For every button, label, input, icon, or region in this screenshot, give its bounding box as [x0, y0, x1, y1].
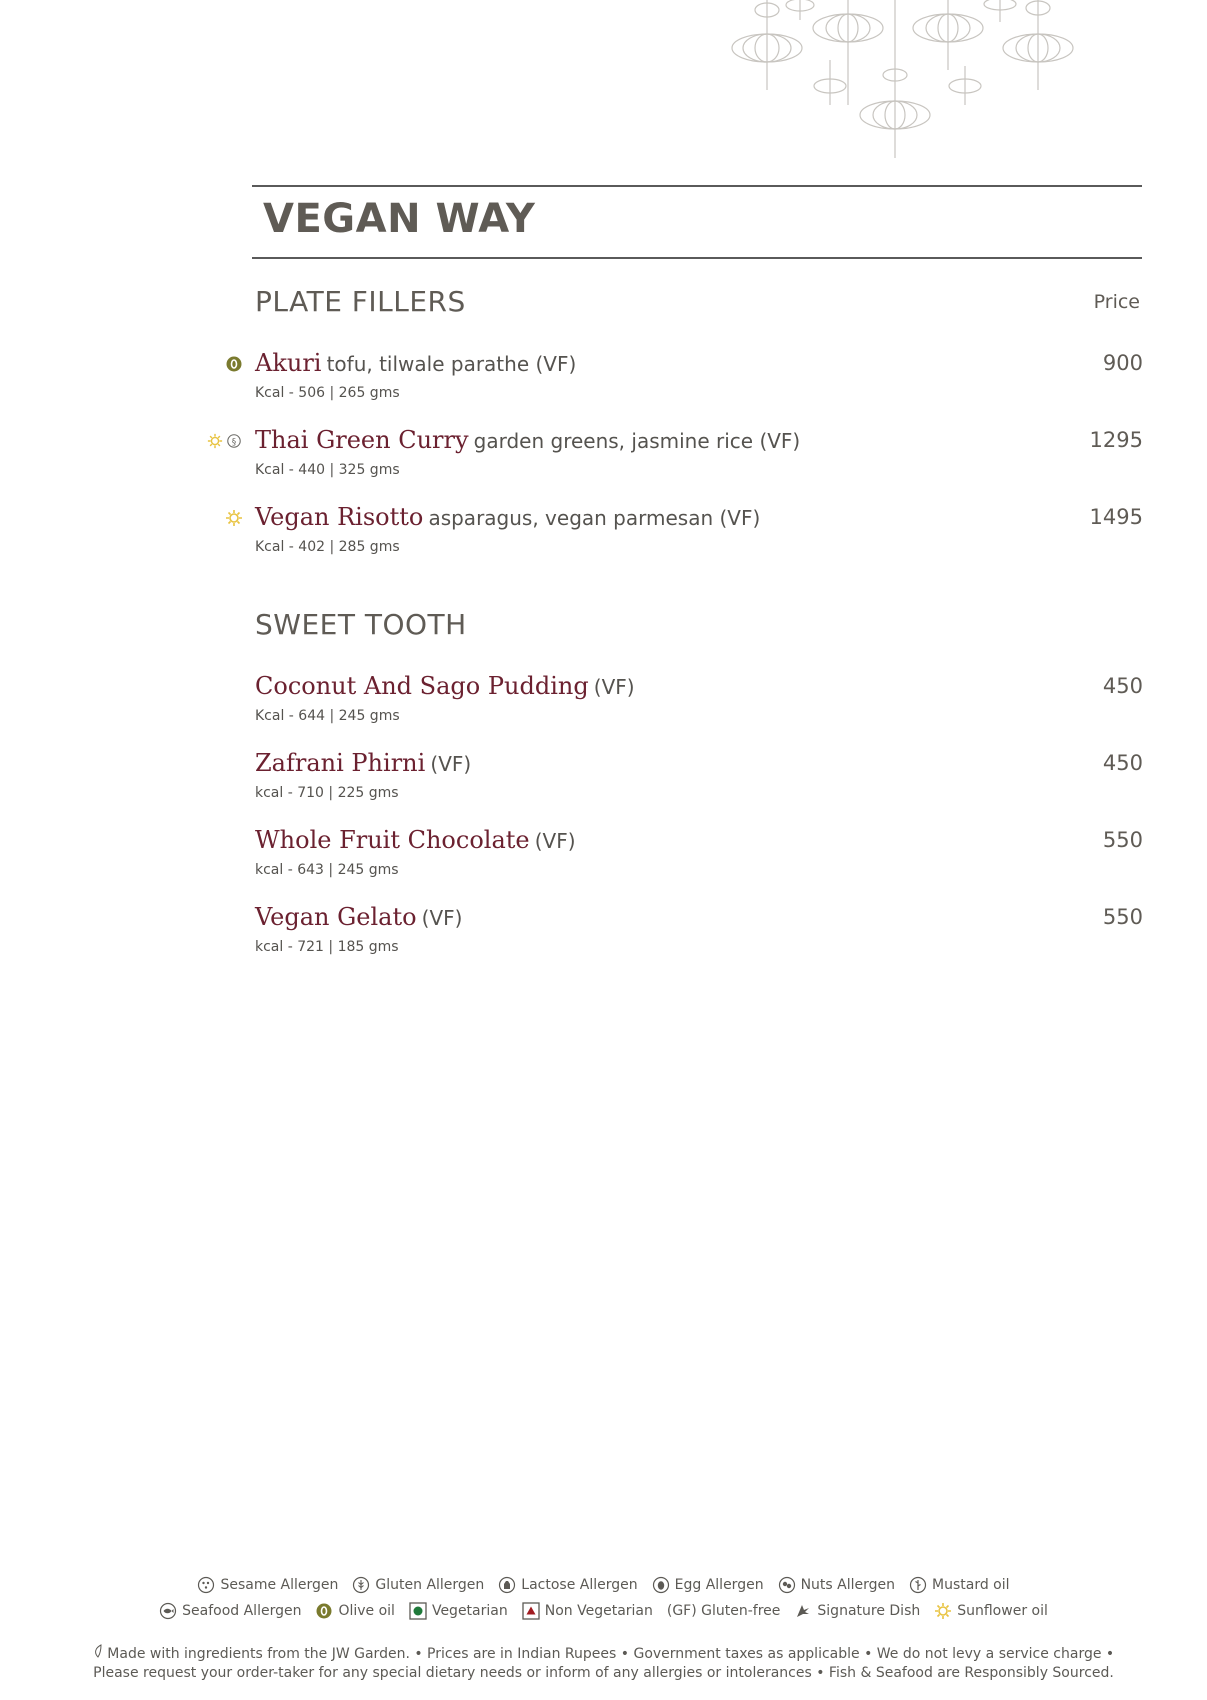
sesame-allergen-icon [226, 432, 242, 450]
section-title-plate-fillers: PLATE FILLERS [255, 285, 466, 318]
dish-description: (VF) [421, 906, 463, 930]
legend-label: Seafood Allergen [182, 1603, 302, 1619]
legend-label: Nuts Allergen [800, 1577, 895, 1593]
dish-nutrition: Kcal - 440 | 325 gms [255, 462, 400, 478]
lactose-allergen-icon [498, 1576, 516, 1594]
footnote-line-1: Made with ingredients from the JW Garden. • Prices are in Indian Rupees • Government taxes as applicable • We do not levy a service charge • [107, 1646, 1115, 1662]
sunflower-oil-icon [225, 509, 243, 527]
menu-item [255, 826, 1143, 886]
footnote [0, 1644, 1207, 1683]
dish-name: Vegan Risotto [255, 503, 424, 531]
title-rule-top [252, 185, 1142, 187]
dish-price: 450 [1102, 751, 1143, 775]
dish-nutrition: kcal - 721 | 185 gms [255, 939, 399, 955]
dish-description: (VF) [534, 829, 576, 853]
dish-description: asparagus, vegan parmesan (VF) [428, 506, 761, 530]
dish-nutrition: Kcal - 644 | 245 gms [255, 708, 400, 724]
dish-price: 550 [1102, 905, 1143, 929]
dish-nutrition: kcal - 643 | 245 gms [255, 862, 399, 878]
menu-item [255, 903, 1143, 963]
dish-name: Whole Fruit Chocolate [255, 826, 530, 854]
dish-name: Vegan Gelato [255, 903, 417, 931]
dish-name: Zafrani Phirni [255, 749, 426, 777]
dish-nutrition: Kcal - 506 | 265 gms [255, 385, 400, 401]
footnote-line-2: Please request your order-taker for any special dietary needs or inform of any allergies or intolerances • Fish & Seafood are Responsibly Sourced. [93, 1665, 1114, 1681]
dish-description: (VF) [430, 752, 472, 776]
legend-label: Sesame Allergen [220, 1577, 339, 1593]
mustard-oil-icon [909, 1576, 927, 1594]
legend-label: Lactose Allergen [521, 1577, 638, 1593]
sesame-allergen-icon [197, 1576, 215, 1594]
menu-item [255, 749, 1143, 809]
legend-label: Signature Dish [817, 1603, 921, 1619]
gluten-allergen-icon [352, 1576, 370, 1594]
dish-description: (VF) [593, 675, 635, 699]
title-rule-bottom [252, 257, 1142, 259]
legend [0, 1576, 1207, 1628]
legend-label: Egg Allergen [674, 1577, 764, 1593]
lanterns-illustration [720, 0, 1080, 160]
dish-price: 450 [1102, 674, 1143, 698]
legend-label: Non Vegetarian [544, 1603, 653, 1619]
legend-label: Vegetarian [431, 1603, 508, 1619]
sunflower-oil-icon [934, 1602, 952, 1620]
svg-text:§: § [231, 437, 237, 448]
dish-nutrition: kcal - 710 | 225 gms [255, 785, 399, 801]
dish-price: 550 [1102, 828, 1143, 852]
dish-name: Thai Green Curry [255, 426, 469, 454]
menu-item [255, 672, 1143, 732]
page-title: VEGAN WAY [263, 196, 536, 242]
egg-allergen-icon [652, 1576, 670, 1594]
price-column-header: Price [1093, 291, 1140, 313]
dish-name: Akuri [255, 349, 322, 377]
dish-name: Coconut And Sago Pudding [255, 672, 589, 700]
seafood-allergen-icon [159, 1602, 177, 1620]
menu-item [255, 503, 1143, 563]
legend-label: Sunflower oil [957, 1603, 1048, 1619]
dish-price: 900 [1102, 351, 1143, 375]
olive-oil-icon [225, 355, 243, 373]
section-title-sweet-tooth: SWEET TOOTH [255, 608, 467, 641]
legend-label: (GF) Gluten-free [666, 1603, 781, 1619]
jw-garden-leaf-icon [93, 1644, 103, 1658]
legend-label: Gluten Allergen [375, 1577, 485, 1593]
legend-label: Olive oil [338, 1603, 395, 1619]
nuts-allergen-icon [778, 1576, 796, 1594]
vegetarian-icon [409, 1602, 427, 1620]
sunflower-oil-icon [207, 432, 223, 450]
signature-dish-icon [794, 1602, 812, 1620]
legend-label: Mustard oil [932, 1577, 1010, 1593]
dish-price: 1495 [1089, 505, 1143, 529]
dish-description: garden greens, jasmine rice (VF) [473, 429, 801, 453]
olive-oil-icon [315, 1602, 333, 1620]
menu-item [255, 349, 1143, 409]
legend-row [0, 1602, 1207, 1620]
dish-nutrition: Kcal - 402 | 285 gms [255, 539, 400, 555]
dish-description: tofu, tilwale parathe (VF) [326, 352, 577, 376]
non-vegetarian-icon [522, 1602, 540, 1620]
legend-row [0, 1576, 1207, 1594]
dish-price: 1295 [1089, 428, 1143, 452]
menu-item [231, 426, 1143, 486]
